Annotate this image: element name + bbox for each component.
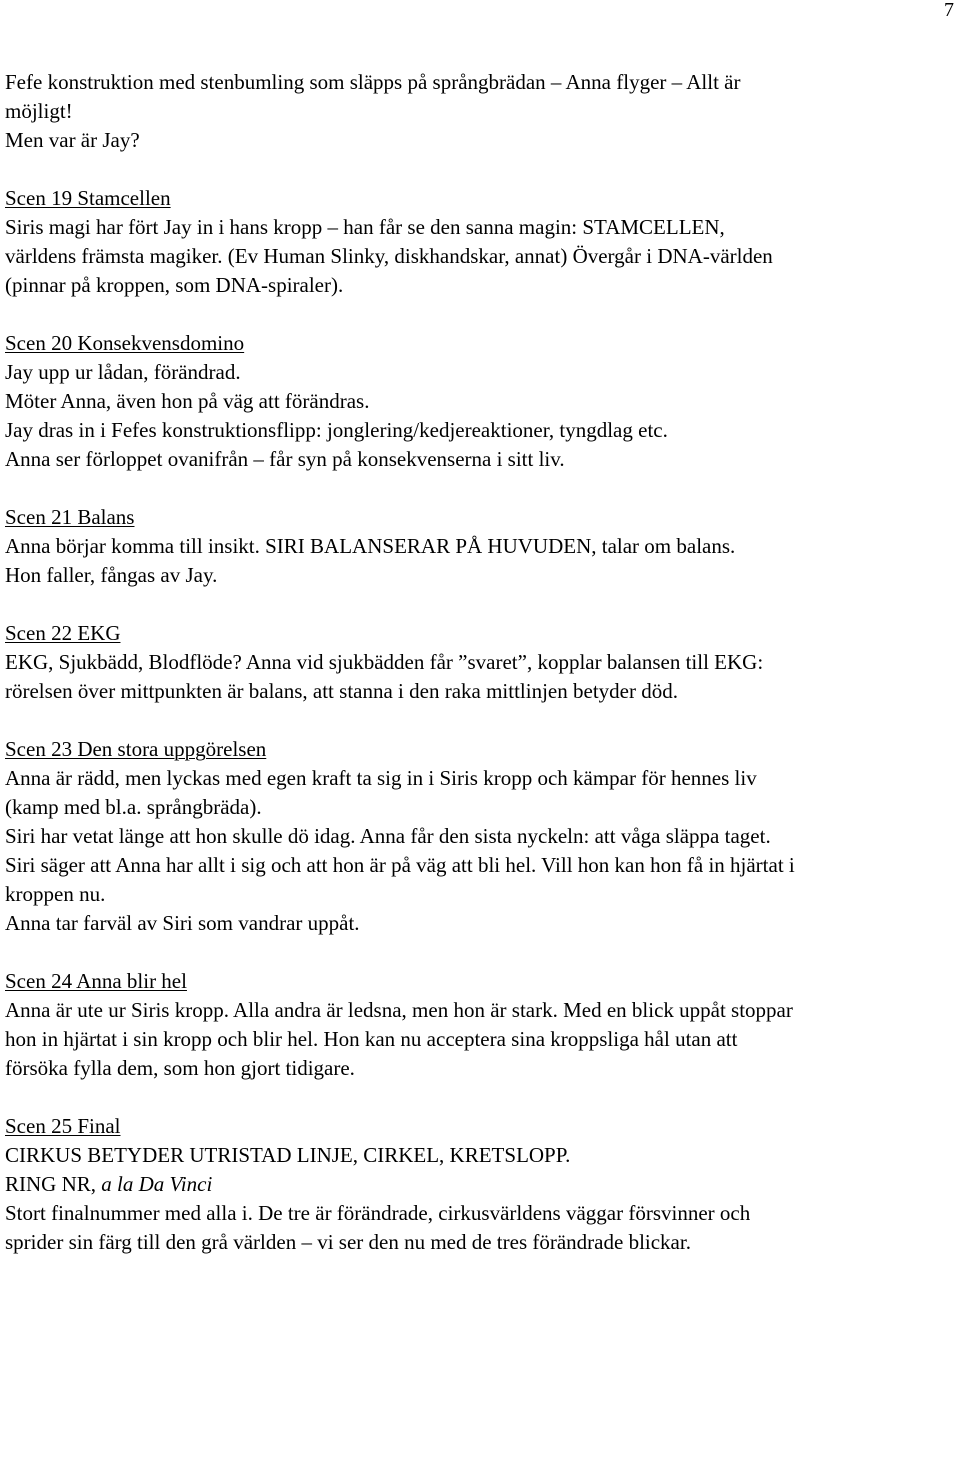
- scene-heading: Scen 22 EKG: [5, 621, 121, 645]
- scene-heading: Scen 25 Final: [5, 1114, 121, 1138]
- text-line-prefix: RING NR,: [5, 1172, 102, 1196]
- text-line: Anna börjar komma till insikt. SIRI BALANSERAR PÅ HUVUDEN, talar om balans.: [5, 534, 736, 558]
- text-line: Siri säger att Anna har allt i sig och att hon är på väg att bli hel. Vill hon kan hon få in hjärtat i: [5, 853, 795, 877]
- text-line: kroppen nu.: [5, 882, 106, 906]
- text-line: rörelsen över mittpunkten är balans, att stanna i den raka mittlinjen betyder död.: [5, 679, 678, 703]
- scene-25: [5, 1112, 957, 1257]
- scene-heading: Scen 23 Den stora uppgörelsen: [5, 737, 267, 761]
- scene-19: [5, 184, 957, 300]
- scene-heading: Scen 21 Balans: [5, 505, 135, 529]
- text-line: Siri har vetat länge att hon skulle dö idag. Anna får den sista nyckeln: att våga släppa taget.: [5, 824, 771, 848]
- text-line: Jay dras in i Fefes konstruktionsflipp: jonglering/kedjereaktioner, tyngdlag etc.: [5, 418, 668, 442]
- text-line: Anna tar farväl av Siri som vandrar uppåt.: [5, 911, 360, 935]
- text-line: Hon faller, fångas av Jay.: [5, 563, 218, 587]
- text-line: Anna är ute ur Siris kropp. Alla andra är ledsna, men hon är stark. Med en blick uppåt stoppar: [5, 998, 793, 1022]
- scene-20: [5, 329, 957, 474]
- scene-22: [5, 619, 957, 706]
- document-body: [5, 68, 957, 1257]
- text-line: CIRKUS BETYDER UTRISTAD LINJE, CIRKEL, KRETSLOPP.: [5, 1143, 571, 1167]
- text-line: Möter Anna, även hon på väg att förändras.: [5, 389, 370, 413]
- scene-21: [5, 503, 957, 590]
- scene-heading: Scen 24 Anna blir hel: [5, 969, 187, 993]
- text-line: hon in hjärtat i sin kropp och blir hel. Hon kan nu acceptera sina kroppsliga hål utan att: [5, 1027, 738, 1051]
- page-number: 7: [944, 0, 954, 21]
- text-line: (pinnar på kroppen, som DNA-spiraler).: [5, 273, 344, 297]
- scene-heading: Scen 20 Konsekvensdomino: [5, 331, 245, 355]
- text-line: Anna är rädd, men lyckas med egen kraft ta sig in i Siris kropp och kämpar för hennes liv: [5, 766, 757, 790]
- text-line: sprider sin färg till den grå världen – vi ser den nu med de tres förändrade blickar.: [5, 1230, 691, 1254]
- text-line: möjligt!: [5, 99, 73, 123]
- text-line: Fefe konstruktion med stenbumling som släpps på språngbrädan – Anna flyger – Allt är: [5, 70, 741, 94]
- text-line: Siris magi har fört Jay in i hans kropp – han får se den sanna magin: STAMCELLEN,: [5, 215, 725, 239]
- text-line: EKG, Sjukbädd, Blodflöde? Anna vid sjukbädden får ”svaret”, kopplar balansen till EKG:: [5, 650, 764, 674]
- scene-23: [5, 735, 957, 938]
- text-line: världens främsta magiker. (Ev Human Slinky, diskhandskar, annat) Övergår i DNA-världen: [5, 244, 773, 268]
- intro-paragraph: [5, 68, 957, 155]
- scene-24: [5, 967, 957, 1083]
- scene-heading: Scen 19 Stamcellen: [5, 186, 171, 210]
- text-line: Men var är Jay?: [5, 128, 140, 152]
- text-line: Jay upp ur lådan, förändrad.: [5, 360, 241, 384]
- text-line: (kamp med bl.a. språngbräda).: [5, 795, 262, 819]
- italic-phrase: a la Da Vinci: [101, 1172, 213, 1196]
- text-line: [5, 1170, 957, 1199]
- text-line: försöka fylla dem, som hon gjort tidigare.: [5, 1056, 355, 1080]
- text-line: Anna ser förloppet ovanifrån – får syn på konsekvenserna i sitt liv.: [5, 447, 565, 471]
- text-line: Stort finalnummer med alla i. De tre är förändrade, cirkusvärldens väggar försvinner och: [5, 1201, 751, 1225]
